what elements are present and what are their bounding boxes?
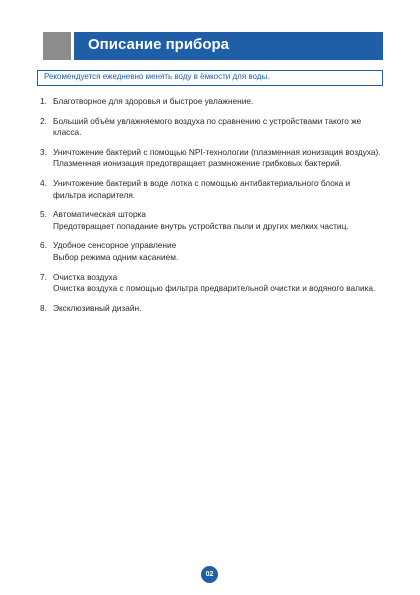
feature-number: 8. xyxy=(40,302,47,313)
feature-heading: Удобное сенсорное управление xyxy=(53,240,177,251)
feature-item xyxy=(40,178,385,201)
feature-number: 7. xyxy=(40,271,47,282)
feature-item xyxy=(40,209,385,232)
header-bar xyxy=(74,32,383,60)
feature-heading: Очистка воздуха xyxy=(53,271,118,282)
feature-item xyxy=(40,240,385,263)
feature-text: Эксклюзивный дизайн. xyxy=(53,302,142,313)
feature-text: Уничтожение бактерий в воде лотка с помощью антибактериального блока и фильтра испарителя. xyxy=(53,177,351,200)
feature-text: Благотворное для здоровья и быстрое увлажнение. xyxy=(53,96,254,106)
note-text: Рекомендуется ежедневно менять воду в ёмкости для воды. xyxy=(44,72,270,81)
header-decor-square xyxy=(43,32,71,60)
feature-text: Очистка воздуха с помощью фильтра предварительной очистки и водяного валика. xyxy=(53,283,376,294)
page-title: Описание прибора xyxy=(88,36,229,53)
feature-item xyxy=(40,272,385,295)
feature-number: 6. xyxy=(40,240,47,251)
note-box xyxy=(37,70,383,86)
feature-text: Выбор режима одним касанием. xyxy=(53,251,179,262)
feature-number: 4. xyxy=(40,177,47,188)
feature-item xyxy=(40,303,385,315)
feature-number: 5. xyxy=(40,209,47,220)
feature-item xyxy=(40,96,385,108)
feature-number: 3. xyxy=(40,146,47,157)
feature-number: 1. xyxy=(40,96,47,106)
feature-item xyxy=(40,147,385,170)
feature-list xyxy=(40,96,385,322)
feature-text: Уничтожение бактерий с помощью NPI-технологии (плазменная ионизация воздуха). Плазменная ионизация предотвращает размножение грибковых бактерий. xyxy=(53,146,381,169)
feature-text: Предотвращает попадание внутрь устройства пыли и других мелких частиц. xyxy=(53,220,349,231)
feature-item xyxy=(40,116,385,139)
feature-number: 2. xyxy=(40,115,47,126)
page-number-badge: 02 xyxy=(201,566,218,583)
feature-heading: Автоматическая шторка xyxy=(53,209,146,220)
feature-text: Больший объём увлажняемого воздуха по сравнению с устройствами такого же класса. xyxy=(53,115,362,138)
